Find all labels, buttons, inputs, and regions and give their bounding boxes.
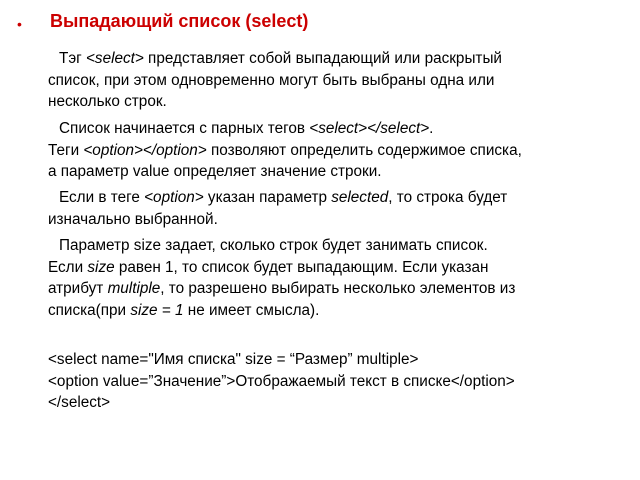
text-line <box>48 300 628 322</box>
tag-select: <select> <box>85 50 144 67</box>
text: Если в теге <box>59 189 145 206</box>
tag-option: <option> <box>144 189 204 206</box>
code-example <box>48 349 628 414</box>
text: позволяют определить содержимое списка, <box>206 141 522 159</box>
text: Тэг <box>59 50 86 67</box>
text: представляет собой выпадающий или раскрытый <box>143 50 502 67</box>
text-line <box>48 257 628 279</box>
param-size: size <box>87 258 115 276</box>
slide-title: Выпадающий список (select) <box>50 11 309 31</box>
tag-select-pair: <select></select> <box>309 120 430 137</box>
text: Теги <box>48 141 84 159</box>
paragraph-select-tag <box>48 48 628 113</box>
paragraph-selected <box>48 187 628 230</box>
text: не имеет смысла). <box>183 301 320 319</box>
paragraph-select-pair <box>48 118 628 183</box>
text-line: список, при этом одновременно могут быть выбраны одна или <box>48 71 495 89</box>
text-line <box>48 48 628 70</box>
paragraph-size <box>48 235 628 321</box>
text-line: изначально выбранной. <box>48 210 218 228</box>
param-selected: selected <box>331 189 389 206</box>
param-size-one: size = 1 <box>130 301 184 319</box>
text-line <box>48 187 628 209</box>
text: списка(при <box>48 301 131 319</box>
tag-option-pair: <option></option> <box>83 141 207 159</box>
text-line <box>48 278 628 300</box>
text-line <box>48 140 628 162</box>
text: , то разрешено выбирать несколько элементов из <box>160 280 516 297</box>
param-multiple: multiple <box>107 280 161 297</box>
bullet-icon: • <box>17 16 22 32</box>
text: , то строка будет <box>388 189 508 206</box>
text-line: несколько строк. <box>48 93 167 110</box>
code-line: <option value=”Значение”>Отображаемый текст в списке</option> <box>48 372 515 390</box>
code-line: </select> <box>48 394 111 411</box>
text: атрибут <box>48 280 108 297</box>
text-line: а параметр value определяет значение строки. <box>48 163 382 180</box>
text-line <box>48 118 628 140</box>
text: . <box>429 120 434 137</box>
text: указан параметр <box>203 189 332 206</box>
text: Список начинается с парных тегов <box>59 120 310 137</box>
text-line: Параметр size задает, сколько строк будет занимать список. <box>59 237 488 254</box>
text: равен 1, то список будет выпадающим. Если указан <box>114 258 489 276</box>
text: Если <box>48 258 88 276</box>
code-line: <select name="Имя списка" size = “Размер” multiple> <box>48 351 419 368</box>
